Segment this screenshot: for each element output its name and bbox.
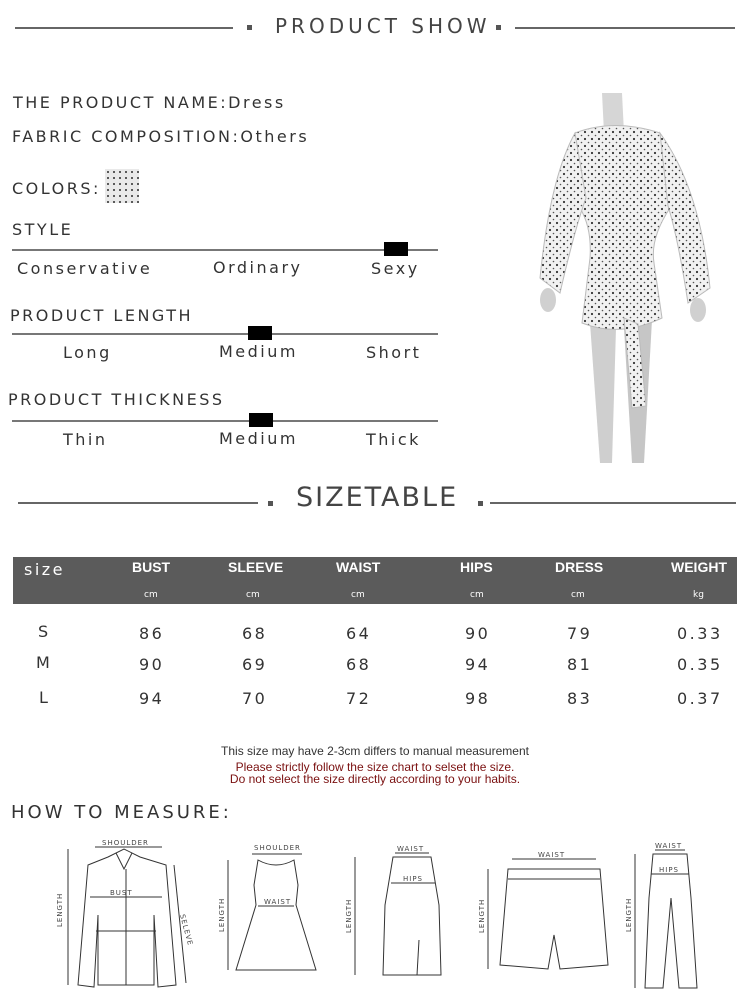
- waist-cell: 72: [346, 689, 372, 708]
- length-option-medium: Medium: [219, 342, 298, 361]
- thickness-marker: [249, 413, 273, 427]
- length-scale-line: [12, 333, 438, 335]
- sleeve-cell: 70: [242, 689, 268, 708]
- shorts-waist-label: WAIST: [538, 851, 566, 859]
- length-option-short: Short: [366, 343, 422, 362]
- size-cell: M: [36, 653, 53, 672]
- dress-length-label: LENGTH: [218, 897, 226, 932]
- bust-cell: 94: [139, 689, 165, 708]
- sizetable-rule-right: [490, 502, 736, 504]
- hips-cell: 98: [465, 689, 491, 708]
- shorts-length-label: LENGTH: [478, 898, 486, 933]
- thickness-option-thick: Thick: [366, 430, 421, 449]
- bust-cell: 86: [139, 624, 165, 643]
- col-weight-unit: kg: [693, 590, 704, 600]
- col-weight: WEIGHT: [671, 559, 727, 575]
- skirt-waist-label: WAIST: [397, 845, 425, 853]
- col-hips-unit: cm: [470, 590, 484, 600]
- pants-waist-label: WAIST: [655, 842, 683, 850]
- thickness-title: PRODUCT THICKNESS: [8, 390, 225, 409]
- length-option-long: Long: [63, 343, 112, 362]
- size-cell: S: [38, 622, 51, 641]
- col-size: size: [24, 560, 66, 579]
- colors-label: COLORS:: [12, 179, 101, 198]
- hips-cell: 94: [465, 655, 491, 674]
- jacket-measure-diagram: [50, 835, 200, 995]
- dress-measure-diagram: [218, 840, 318, 990]
- length-title: PRODUCT LENGTH: [10, 306, 194, 325]
- jacket-length-label: LENGTH: [56, 892, 64, 927]
- col-sleeve: SLEEVE: [228, 559, 284, 575]
- pants-hips-label: HIPS: [659, 866, 679, 874]
- length-marker: [248, 326, 272, 340]
- header-dot-right: [496, 25, 501, 30]
- waist-cell: 64: [346, 624, 372, 643]
- waist-cell: 68: [346, 655, 372, 674]
- how-to-measure-title: HOW TO MEASURE:: [11, 802, 232, 823]
- hips-cell: 90: [465, 624, 491, 643]
- product-photo: [520, 88, 725, 468]
- size-table-header: [13, 557, 737, 604]
- weight-cell: 0.37: [677, 689, 723, 708]
- measurement-note: This size may have 2-3cm differs to manual measurement: [221, 744, 529, 758]
- col-waist-unit: cm: [351, 590, 365, 600]
- pants-length-label: LENGTH: [625, 897, 633, 932]
- thickness-scale-line: [12, 420, 438, 422]
- dress-cell: 83: [567, 689, 593, 708]
- style-option-sexy: Sexy: [371, 259, 420, 278]
- weight-cell: 0.33: [677, 624, 723, 643]
- jacket-sleeve-label: SELEVE: [178, 913, 195, 947]
- col-waist: WAIST: [336, 559, 381, 575]
- sleeve-cell: 68: [242, 624, 268, 643]
- style-option-conservative: Conservative: [17, 259, 153, 278]
- sleeve-cell: 69: [242, 655, 268, 674]
- sizetable-dot-left: [268, 501, 273, 506]
- pants-measure-diagram: [625, 838, 715, 993]
- header-dot-left: [247, 25, 252, 30]
- col-dress: DRESS: [555, 559, 604, 575]
- dress-waist-label: WAIST: [264, 898, 292, 906]
- size-warning-1: Please strictly follow the size chart to selset the size.: [235, 760, 515, 774]
- dress-cell: 81: [567, 655, 593, 674]
- jacket-shoulder-label: SHOULDER: [102, 839, 149, 847]
- thickness-option-medium: Medium: [219, 429, 298, 448]
- jacket-bust-label: BUST: [110, 889, 133, 897]
- col-dress-unit: cm: [571, 590, 585, 600]
- col-bust-unit: cm: [144, 590, 158, 600]
- col-sleeve-unit: cm: [246, 590, 260, 600]
- style-marker: [384, 242, 408, 256]
- sizetable-rule-left: [18, 502, 258, 504]
- style-option-ordinary: Ordinary: [213, 258, 303, 277]
- shorts-measure-diagram: [478, 845, 613, 975]
- size-cell: L: [39, 688, 51, 707]
- col-bust: BUST: [132, 559, 171, 575]
- bust-cell: 90: [139, 655, 165, 674]
- product-name: THE PRODUCT NAME:Dress: [13, 93, 286, 112]
- sizetable-title: SIZETABLE: [296, 482, 459, 513]
- size-warning-2: Do not select the size directly according to your habits.: [229, 772, 521, 786]
- dress-shoulder-label: SHOULDER: [254, 844, 301, 852]
- header-rule-right: [515, 27, 735, 29]
- skirt-length-label: LENGTH: [345, 898, 353, 933]
- skirt-measure-diagram: [345, 845, 445, 985]
- sizetable-dot-right: [478, 501, 483, 506]
- thickness-option-thin: Thin: [63, 430, 108, 449]
- fabric-composition: FABRIC COMPOSITION:Others: [12, 127, 310, 146]
- color-swatch[interactable]: [105, 169, 139, 203]
- header-rule-left: [15, 27, 233, 29]
- weight-cell: 0.35: [677, 655, 723, 674]
- col-hips: HIPS: [460, 559, 493, 575]
- style-title: STYLE: [12, 220, 74, 239]
- skirt-hips-label: HIPS: [403, 875, 423, 883]
- style-scale-line: [12, 249, 438, 251]
- dress-cell: 79: [567, 624, 593, 643]
- page-title: PRODUCT SHOW: [275, 14, 491, 38]
